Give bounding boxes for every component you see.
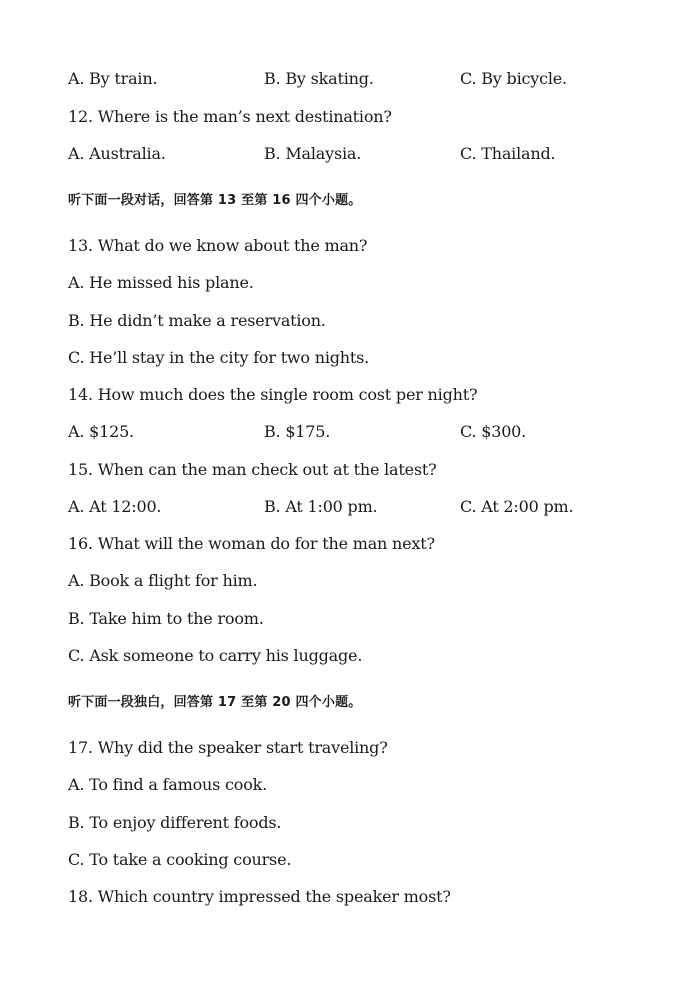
q12-option-a: A. Australia. xyxy=(68,144,166,163)
q15-question: 15. When can the man check out at the latest? xyxy=(68,460,437,479)
q13-option-a: A. He missed his plane. xyxy=(68,273,254,292)
q14-question: 14. How much does the single room cost per night? xyxy=(68,385,478,404)
q14-option-b: B. $175. xyxy=(264,422,331,441)
q12-option-c: C. Thailand. xyxy=(460,144,556,163)
q17-option-c: C. To take a cooking course. xyxy=(68,850,292,869)
q16-option-b: B. Take him to the room. xyxy=(68,609,264,628)
section-heading-dialogue: 听下面一段对话，回答第 13 至第 16 四个小题。 xyxy=(68,193,362,208)
q14-option-c: C. $300. xyxy=(460,422,527,441)
q18-question: 18. Which country impressed the speaker most? xyxy=(68,887,451,906)
q11-option-c: C. By bicycle. xyxy=(460,69,567,88)
q11-option-a: A. By train. xyxy=(68,69,158,88)
q15-option-c: C. At 2:00 pm. xyxy=(460,497,574,516)
q13-option-c: C. He’ll stay in the city for two nights. xyxy=(68,348,370,367)
q15-option-a: A. At 12:00. xyxy=(68,497,162,516)
q17-option-a: A. To find a famous cook. xyxy=(68,775,268,794)
q15-option-b: B. At 1:00 pm. xyxy=(264,497,378,516)
q16-question: 16. What will the woman do for the man next? xyxy=(68,534,435,553)
q12-option-b: B. Malaysia. xyxy=(264,144,362,163)
q17-option-b: B. To enjoy different foods. xyxy=(68,813,282,832)
section-heading-monologue: 听下面一段独白，回答第 17 至第 20 四个小题。 xyxy=(68,695,362,710)
q17-question: 17. Why did the speaker start traveling? xyxy=(68,738,388,757)
q16-option-c: C. Ask someone to carry his luggage. xyxy=(68,646,363,665)
q14-option-a: A. $125. xyxy=(68,422,134,441)
q13-option-b: B. He didn’t make a reservation. xyxy=(68,311,326,330)
q11-option-b: B. By skating. xyxy=(264,69,374,88)
q12-question: 12. Where is the man’s next destination? xyxy=(68,107,392,126)
q16-option-a: A. Book a flight for him. xyxy=(68,571,258,590)
q13-question: 13. What do we know about the man? xyxy=(68,236,368,255)
